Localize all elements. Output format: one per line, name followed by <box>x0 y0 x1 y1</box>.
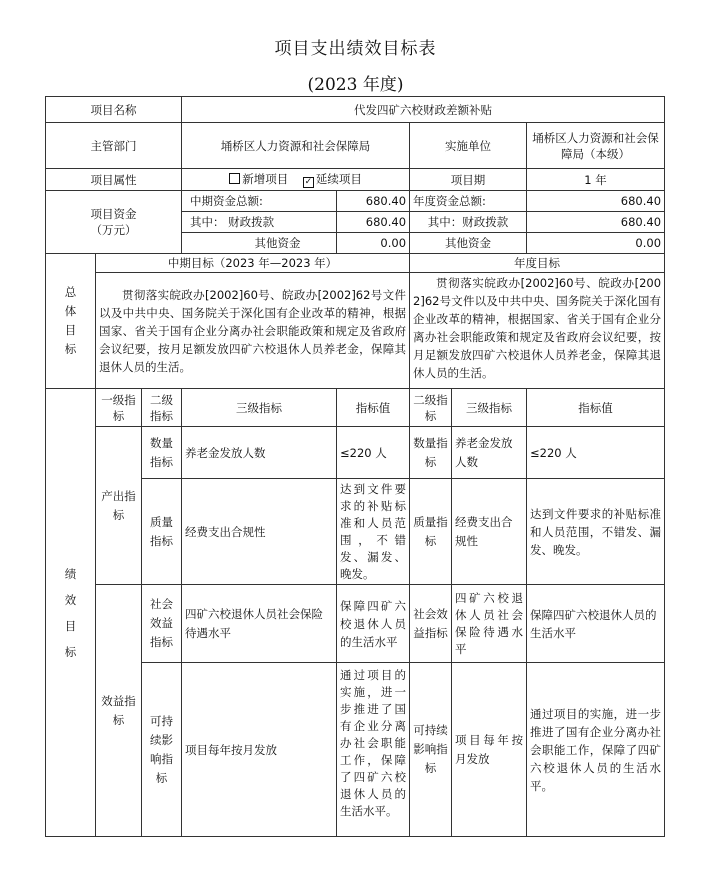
table-row-lvl2b: 可持续影响指标 <box>410 663 452 837</box>
mid-total: 680.40 <box>337 191 410 212</box>
impl-unit: 埇桥区人力资源和社会保障局（本级） <box>527 123 665 169</box>
table-row-valueb: 保障四矿六校退休人员的生活水平 <box>527 585 665 663</box>
benefit-label: 效益指标 <box>96 585 142 837</box>
output-label: 产出指标 <box>96 427 142 585</box>
performance-target-table <box>45 96 665 837</box>
attr-label: 项目属性 <box>46 169 182 191</box>
mid-total-label: 中期资金总额: <box>182 191 337 212</box>
header-valueb: 指标值 <box>527 389 665 427</box>
period-label: 项目期 <box>410 169 527 191</box>
year-other: 0.00 <box>527 233 665 254</box>
mid-fiscal: 680.40 <box>337 212 410 233</box>
project-name: 代发四矿六校财政差额补贴 <box>182 97 665 123</box>
table-row-lvl3b: 项目每年按月发放 <box>452 663 527 837</box>
dept: 埇桥区人力资源和社会保障局 <box>182 123 410 169</box>
table-row-lvl3b: 养老金发放人数 <box>452 427 527 479</box>
dept-label: 主管部门 <box>46 123 182 169</box>
table-row-lvl2b: 质量指标 <box>410 479 452 585</box>
continued-project-checkbox-checked: ✓ <box>304 177 313 187</box>
attr-new-label: 新增项目 <box>242 172 289 186</box>
header-lvl3b: 三级指标 <box>452 389 527 427</box>
table-row-valueb: 达到文件要求的补贴标准和人员范围，不错发、漏发、晚发。 <box>527 479 665 585</box>
table-row-lvl2b: 数量指标 <box>410 427 452 479</box>
perf-label: 绩效目标 <box>46 389 96 837</box>
header-lvl1: 一级指标 <box>96 389 142 427</box>
new-project-checkbox <box>229 173 240 184</box>
page-title: 项目支出绩效目标表 <box>274 39 437 59</box>
year-total-label: 年度资金总额: <box>410 191 527 212</box>
table-row-lvl3b: 四矿六校退休人员社会保险待遇水平 <box>452 585 527 663</box>
table-row-lvl2: 可持续影响指标 <box>142 663 182 837</box>
project-name-label: 项目名称 <box>46 97 182 123</box>
impl-label: 实施单位 <box>410 123 527 169</box>
year-total: 680.40 <box>527 191 665 212</box>
table-row-lvl3: 项目每年按月发放 <box>182 663 337 837</box>
mid-goal-text: 贯彻落实皖政办[2002]60号、皖政办[2002]62号文件以及中共中央、国务院关于深化国有企业改革的精神，根据国家、省关于国有企业分离办社会职能政策和规定及省政府会议纪要，按月足额发放四矿六校退休人员养老金，保障其退休人员的生活。 <box>96 273 410 389</box>
mid-goal-label: 中期目标（2023 年—2023 年） <box>96 254 410 273</box>
table-row-value: 保障四矿六校退休人员的生活水平 <box>337 585 410 663</box>
mid-fiscal-label: 其中： 财政拨款 <box>182 212 337 233</box>
year-other-label: 其他资金 <box>410 233 527 254</box>
mid-other-label: 其他资金 <box>182 233 337 254</box>
header-lvl2b: 二级指标 <box>410 389 452 427</box>
table-row-lvl3: 四矿六校退休人员社会保险待遇水平 <box>182 585 337 663</box>
header-lvl3: 三级指标 <box>182 389 337 427</box>
table-row-value: 达到文件要求的补贴标准和人员范围，不错发、漏发、晚发。 <box>337 479 410 585</box>
year-fiscal-label: 其中：财政拨款 <box>410 212 527 233</box>
year-fiscal: 680.40 <box>527 212 665 233</box>
table-row-value: 通过项目的实施，进一步推进了国有企业分离办社会职能工作，保障了四矿六校退休人员的生活水平。 <box>337 663 410 837</box>
attr-options <box>182 169 410 191</box>
table-row-valueb: 通过项目的实施，进一步推进了国有企业分离办社会职能工作，保障了四矿六校退休人员的生活水平。 <box>527 663 665 837</box>
attr-cont-label: 延续项目 <box>315 172 362 186</box>
goals-label: 总体目标 <box>46 254 96 389</box>
year-goal-text: 贯彻落实皖政办[2002]60号、皖政办[2002]62号文件以及中共中央、国务院关于深化国有企业改革的精神，根据国家、省关于国有企业分离办社会职能政策和规定及省政府会议纪要，按月足额发放四矿六校退休人员养老金，保障其退休人员的生活。 <box>410 273 665 389</box>
table-row-lvl2: 数量指标 <box>142 427 182 479</box>
year-goal-label: 年度目标 <box>410 254 665 273</box>
period: 1 年 <box>527 169 665 191</box>
table-row-lvl2b: 社会效益指标 <box>410 585 452 663</box>
table-row-lvl2: 社会效益指标 <box>142 585 182 663</box>
table-row-lvl3b: 经费支出合规性 <box>452 479 527 585</box>
header-value: 指标值 <box>337 389 410 427</box>
header-lvl2: 二级指标 <box>142 389 182 427</box>
funds-label: 项目资金 （万元） <box>46 191 182 254</box>
table-row-valueb: ≤220 人 <box>527 427 665 479</box>
page-subtitle-year: (2023 年度) <box>307 75 404 95</box>
table-row-lvl3: 养老金发放人数 <box>182 427 337 479</box>
table-row-value: ≤220 人 <box>337 427 410 479</box>
table-row-lvl3: 经费支出合规性 <box>182 479 337 585</box>
table-row-lvl2: 质量指标 <box>142 479 182 585</box>
mid-other: 0.00 <box>337 233 410 254</box>
